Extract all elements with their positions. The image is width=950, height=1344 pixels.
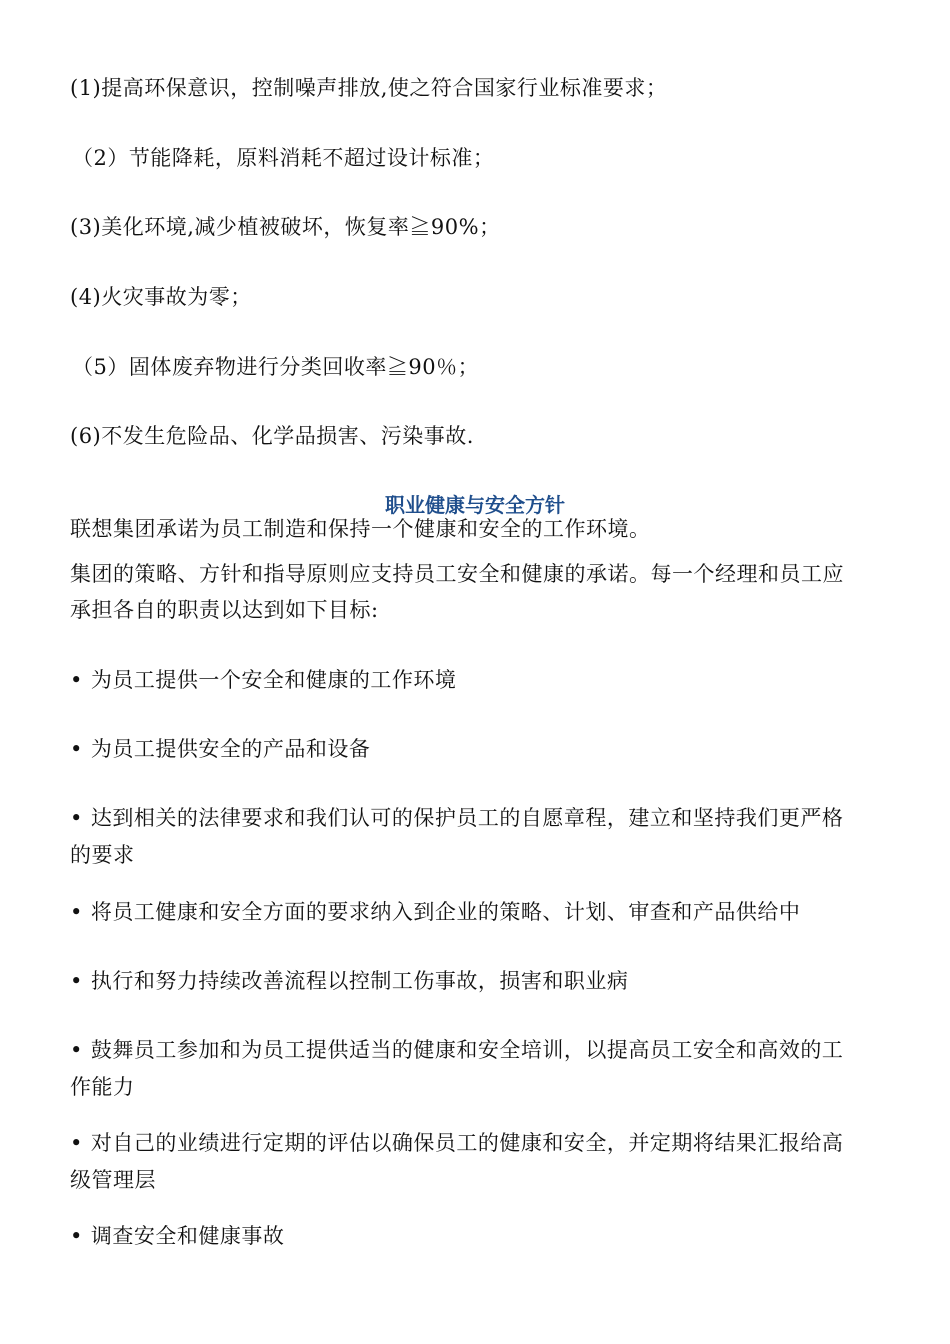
bullet-item (70, 1126, 843, 1160)
bullet-item (70, 801, 843, 835)
bullet-item (70, 663, 456, 697)
bullet-text: 鼓舞员工参加和为员工提供适当的健康和安全培训，以提高员工安全和高效的工 (90, 1038, 844, 1062)
policy-paragraph-line-1: 集团的策略、方针和指导原则应支持员工安全和健康的承诺。每一个经理和员工应 (70, 562, 844, 586)
bullet-item (70, 1219, 284, 1253)
bullet-icon: • (70, 1038, 83, 1062)
target-item-3: (3)美化环境,减少植被破坏，恢复率≧90%； (70, 215, 501, 239)
bullet-item (70, 1033, 843, 1067)
bullet-item (70, 895, 800, 929)
bullet-icon: • (70, 969, 83, 993)
bullet-text: 达到相关的法律要求和我们认可的保护员工的自愿章程，建立和坚持我们更严格 (90, 806, 844, 830)
bullet-text: 执行和努力持续改善流程以控制工伤事故，损害和职业病 (90, 969, 629, 993)
bullet-text: 调查安全和健康事故 (90, 1224, 285, 1248)
bullet-icon: • (70, 806, 83, 830)
target-item-4: (4)火灾事故为零； (70, 285, 252, 309)
policy-intro: 联想集团承诺为员工制造和保持一个健康和安全的工作环境。 (70, 517, 651, 541)
bullet-icon: • (70, 900, 83, 924)
bullet-text: 为员工提供安全的产品和设备 (90, 737, 371, 761)
bullet-icon: • (70, 1224, 83, 1248)
bullet-icon: • (70, 737, 83, 761)
bullet-text: 为员工提供一个安全和健康的工作环境 (90, 668, 457, 692)
bullet-text: 对自己的业绩进行定期的评估以确保员工的健康和安全，并定期将结果汇报给高 (90, 1131, 844, 1155)
policy-paragraph-line-2: 承担各自的职责以达到如下目标: (70, 598, 379, 622)
bullet-icon: • (70, 1131, 83, 1155)
bullet-item (70, 732, 370, 766)
bullet-continuation: 作能力 (70, 1075, 135, 1099)
bullet-continuation: 的要求 (70, 843, 135, 867)
target-item-2: （2）节能降耗，原料消耗不超过设计标准； (72, 146, 495, 170)
target-item-5: （5）固体废弃物进行分类回收率≧90％； (72, 355, 480, 379)
bullet-continuation: 级管理层 (70, 1168, 156, 1192)
bullet-text: 将员工健康和安全方面的要求纳入到企业的策略、计划、审查和产品供给中 (90, 900, 801, 924)
bullet-icon: • (70, 668, 83, 692)
bullet-item (70, 964, 628, 998)
section-title: 职业健康与安全方针 (385, 493, 565, 517)
target-item-1: (1)提高环保意识，控制噪声排放,使之符合国家行业标准要求； (70, 76, 668, 100)
target-item-6: (6)不发生危险品、化学品损害、污染事故. (70, 424, 474, 448)
